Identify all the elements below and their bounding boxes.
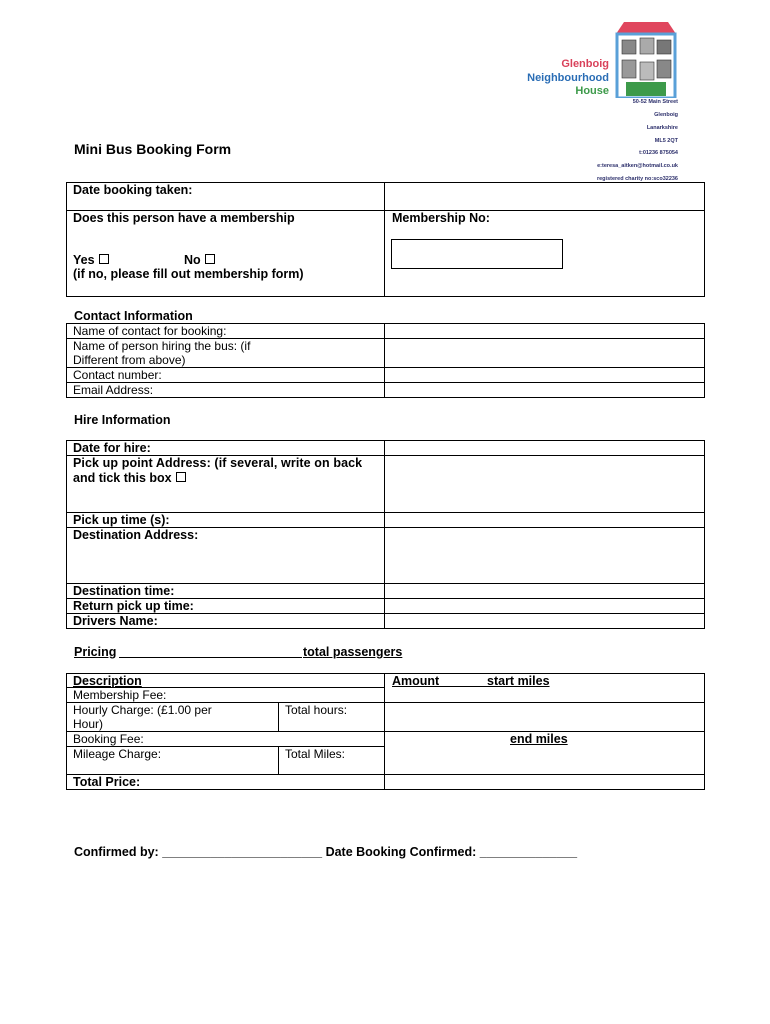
hire-heading: Hire Information bbox=[74, 413, 171, 427]
address-line: 50-52 Main Street bbox=[632, 99, 678, 105]
membership-fee-label: Membership Fee: bbox=[73, 688, 167, 702]
org-name-line1: Glenboig bbox=[561, 58, 609, 70]
no-label: No bbox=[184, 253, 201, 267]
date-booking-taken-label: Date booking taken: bbox=[73, 183, 193, 197]
start-miles-header: start miles bbox=[487, 674, 550, 688]
yes-option bbox=[73, 253, 109, 268]
return-time-input[interactable] bbox=[385, 599, 704, 613]
date-for-hire-label: Date for hire: bbox=[73, 441, 151, 455]
hourly-charge-input[interactable] bbox=[385, 703, 704, 731]
form-title: Mini Bus Booking Form bbox=[74, 141, 232, 157]
drivers-name-label: Drivers Name: bbox=[73, 614, 158, 628]
pickup-time-input[interactable] bbox=[385, 513, 704, 527]
hirer-name-label: Name of person hiring the bus: (if bbox=[73, 339, 251, 353]
destination-time-input[interactable] bbox=[385, 584, 704, 598]
email-input[interactable] bbox=[385, 383, 704, 397]
total-price-input[interactable] bbox=[385, 775, 704, 789]
org-name-line3: House bbox=[575, 85, 609, 97]
address-line: Glenboig bbox=[654, 112, 678, 118]
destination-address-label: Destination Address: bbox=[73, 528, 199, 542]
membership-form-note: (if no, please fill out membership form) bbox=[73, 267, 304, 281]
date-confirmed-label: Date Booking Confirmed: ______________ bbox=[325, 845, 578, 859]
amount-underline bbox=[439, 686, 487, 687]
contact-heading: Contact Information bbox=[74, 309, 193, 323]
pickup-tick-label: and tick this box bbox=[73, 471, 172, 485]
pickup-tick-row bbox=[73, 471, 186, 486]
destination-time-label: Destination time: bbox=[73, 584, 175, 598]
address-line: t:01236 875054 bbox=[639, 150, 678, 156]
total-miles-label: Total Miles: bbox=[285, 747, 346, 761]
contact-name-input[interactable] bbox=[385, 324, 704, 338]
total-hours-label: Total hours: bbox=[285, 703, 348, 717]
address-line: e:teresa_aitken@hotmail.co.uk bbox=[597, 163, 678, 169]
mileage-charge-input[interactable] bbox=[385, 747, 704, 774]
end-miles-header: end miles bbox=[510, 732, 568, 746]
yes-checkbox[interactable] bbox=[99, 254, 109, 264]
hourly-charge-label: Hourly Charge: (£1.00 per bbox=[73, 703, 212, 717]
confirmed-by-label: Confirmed by: _______________________ bbox=[74, 845, 323, 859]
mileage-charge-label: Mileage Charge: bbox=[73, 747, 162, 761]
org-name-line2: Neighbourhood bbox=[527, 72, 609, 84]
pickup-address-label: Pick up point Address: (if several, write on back bbox=[73, 456, 363, 470]
destination-address-input[interactable] bbox=[385, 528, 704, 583]
yes-label: Yes bbox=[73, 253, 95, 267]
description-header: Description bbox=[73, 674, 142, 688]
return-time-label: Return pick up time: bbox=[73, 599, 194, 613]
hourly-charge-label-2: Hour) bbox=[73, 717, 104, 731]
hirer-name-input[interactable] bbox=[385, 339, 704, 367]
pricing-label: Pricing bbox=[74, 645, 117, 659]
no-option bbox=[184, 253, 215, 268]
amount-header: Amount bbox=[392, 674, 440, 688]
total-price-label: Total Price: bbox=[73, 775, 141, 789]
membership-question: Does this person have a membership bbox=[73, 211, 295, 225]
drivers-name-input[interactable] bbox=[385, 614, 704, 628]
total-passengers-label: total passengers bbox=[303, 645, 403, 659]
house-logo-icon bbox=[612, 20, 680, 98]
email-label: Email Address: bbox=[73, 383, 154, 397]
hirer-name-label-2: Different from above) bbox=[73, 353, 186, 367]
pricing-underline bbox=[119, 657, 302, 658]
contact-number-label: Contact number: bbox=[73, 368, 162, 382]
membership-no-input[interactable] bbox=[391, 239, 563, 269]
membership-no-label: Membership No: bbox=[392, 211, 490, 225]
address-line: ML5 2QT bbox=[654, 138, 678, 144]
date-for-hire-input[interactable] bbox=[385, 441, 704, 455]
contact-name-label: Name of contact for booking: bbox=[73, 324, 227, 338]
contact-number-input[interactable] bbox=[385, 368, 704, 382]
confirmed-by-field bbox=[74, 845, 577, 860]
membership-fee-input[interactable] bbox=[385, 688, 704, 702]
address-line: Lanarkshire bbox=[646, 125, 678, 131]
several-pickups-checkbox[interactable] bbox=[176, 472, 186, 482]
address-line: registered charity no:sco32236 bbox=[596, 176, 678, 182]
booking-fee-label: Booking Fee: bbox=[73, 732, 144, 746]
pickup-time-label: Pick up time (s): bbox=[73, 513, 170, 527]
pickup-address-input[interactable] bbox=[385, 456, 704, 512]
no-checkbox[interactable] bbox=[205, 254, 215, 264]
